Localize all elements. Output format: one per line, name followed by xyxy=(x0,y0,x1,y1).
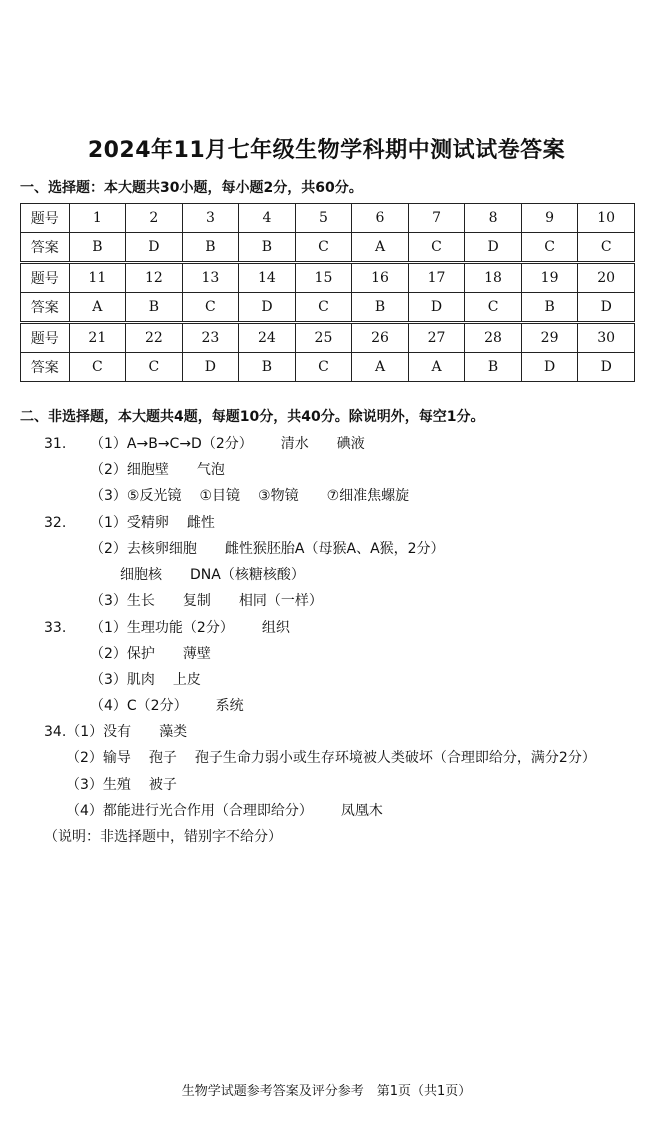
question-number-cell: 7 xyxy=(408,204,465,233)
answer-cell: D xyxy=(126,233,183,263)
answer-cell: D xyxy=(182,353,239,382)
q32-answer-7: （3）生长 xyxy=(90,593,155,609)
answer-table xyxy=(20,203,635,382)
q32-answer-8: 复制 xyxy=(182,593,211,609)
table-number-row xyxy=(21,204,635,233)
q31-line-2 xyxy=(90,459,225,479)
q34-answer-3: （2）输导 xyxy=(66,750,131,766)
table-answer-row xyxy=(21,233,635,263)
question-number-cell: 27 xyxy=(408,323,465,353)
q31-answer-1: （1）A→B→C→D（2分） xyxy=(90,436,253,452)
question-number-cell: 14 xyxy=(239,263,296,293)
q34-line-3 xyxy=(66,774,177,794)
q32-line-3 xyxy=(120,564,305,584)
q31-line-3 xyxy=(90,485,409,505)
q34-line-2 xyxy=(66,747,596,767)
question-number-cell: 29 xyxy=(521,323,578,353)
q32-line-2 xyxy=(90,538,445,558)
answer-cell: C xyxy=(295,293,352,323)
question-number-cell: 1 xyxy=(69,204,126,233)
answer-cell: A xyxy=(352,353,409,382)
q33-line-4 xyxy=(90,695,244,715)
question-number-cell: 13 xyxy=(182,263,239,293)
q33-answer-8: 系统 xyxy=(215,698,244,714)
q33-answer-1: （1）生理功能（2分） xyxy=(90,620,234,636)
answer-cell: C xyxy=(69,353,126,382)
question-number-cell: 5 xyxy=(295,204,352,233)
q33-answer-2: 组织 xyxy=(261,620,290,636)
question-number-cell: 26 xyxy=(352,323,409,353)
question-number-cell: 9 xyxy=(521,204,578,233)
question-number-cell: 20 xyxy=(578,263,635,293)
q32-answer-1: （1）受精卵 xyxy=(90,515,169,531)
table-number-row xyxy=(21,323,635,353)
q34-line-4 xyxy=(66,800,383,820)
q33-answer-6: 上皮 xyxy=(172,672,201,688)
question-number-cell: 21 xyxy=(69,323,126,353)
question-number-cell: 3 xyxy=(182,204,239,233)
q31-answer-5: 气泡 xyxy=(196,462,225,478)
table-row-label: 答案 xyxy=(21,233,70,263)
answer-cell: A xyxy=(69,293,126,323)
q34-answer-1: （1）没有 xyxy=(66,724,132,740)
table-answer-row xyxy=(21,353,635,382)
answer-cell: C xyxy=(295,353,352,382)
q34-answer-5: 孢子生命力弱小或生存环境被人类破坏（合理即给分，满分2分） xyxy=(194,750,596,766)
answer-cell: B xyxy=(521,293,578,323)
question-number-cell: 24 xyxy=(239,323,296,353)
q32-answer-5: 细胞核 xyxy=(120,567,162,583)
question-number-cell: 2 xyxy=(126,204,183,233)
table-row-label: 答案 xyxy=(21,353,70,382)
answer-cell: C xyxy=(126,353,183,382)
answer-cell: C xyxy=(578,233,635,263)
table-answer-row xyxy=(21,293,635,323)
answer-cell: D xyxy=(465,233,522,263)
q32-number: 32. xyxy=(44,515,67,531)
section-1-heading: 一、选择题：本大题共30小题，每小题2分，共60分。 xyxy=(20,180,363,196)
question-number-cell: 11 xyxy=(69,263,126,293)
answer-cell: B xyxy=(239,233,296,263)
table-row-label: 题号 xyxy=(21,263,70,293)
q31-answer-9: ⑦细准焦螺旋 xyxy=(326,488,410,504)
question-number-cell: 8 xyxy=(465,204,522,233)
q31-line-1 xyxy=(44,433,365,453)
answer-cell: C xyxy=(295,233,352,263)
question-number-cell: 30 xyxy=(578,323,635,353)
q33-line-2 xyxy=(90,643,211,663)
q34-answer-7: 被子 xyxy=(148,777,177,793)
answer-cell: D xyxy=(578,353,635,382)
q34-line-1 xyxy=(44,721,187,741)
question-number-cell: 18 xyxy=(465,263,522,293)
answer-cell: B xyxy=(182,233,239,263)
q33-answer-7: （4）C（2分） xyxy=(90,698,188,714)
q34-answer-8: （4）都能进行光合作用（合理即给分） xyxy=(66,803,313,819)
q33-line-3 xyxy=(90,669,201,689)
q33-answer-4: 薄壁 xyxy=(182,646,211,662)
question-number-cell: 17 xyxy=(408,263,465,293)
table-row-label: 答案 xyxy=(21,293,70,323)
answer-cell: C xyxy=(465,293,522,323)
page-footer: 生物学试题参考答案及评分参考 第1页（共1页） xyxy=(181,1084,472,1099)
table-row-label: 题号 xyxy=(21,204,70,233)
answer-cell: B xyxy=(465,353,522,382)
q32-answer-6: DNA（核糖核酸） xyxy=(190,567,305,583)
answer-cell: D xyxy=(408,293,465,323)
answer-cell: B xyxy=(352,293,409,323)
q32-answer-2: 雌性 xyxy=(186,515,215,531)
question-number-cell: 22 xyxy=(126,323,183,353)
q32-answer-3: （2）去核卵细胞 xyxy=(90,541,197,557)
q31-number: 31. xyxy=(44,436,67,452)
q33-answer-5: （3）肌肉 xyxy=(90,672,155,688)
q34-answer-9: 凤凰木 xyxy=(340,803,383,819)
q33-number: 33. xyxy=(44,620,67,636)
note: （说明：非选择题中，错别字不给分） xyxy=(44,829,282,845)
answer-cell: B xyxy=(126,293,183,323)
q34-number: 34. xyxy=(44,724,67,740)
table-number-row xyxy=(21,263,635,293)
q33-answer-3: （2）保护 xyxy=(90,646,155,662)
table-row-label: 题号 xyxy=(21,323,70,353)
q31-answer-8: ③物镜 xyxy=(258,488,299,504)
answer-cell: B xyxy=(69,233,126,263)
q31-answer-4: （2）细胞壁 xyxy=(90,462,169,478)
q33-line-1 xyxy=(44,617,290,637)
q32-line-1 xyxy=(44,512,215,532)
page-title: 2024年11月七年级生物学科期中测试试卷答案 xyxy=(87,138,566,163)
answer-cell: C xyxy=(182,293,239,323)
question-number-cell: 25 xyxy=(295,323,352,353)
q32-line-4 xyxy=(90,590,323,610)
q31-answer-7: ①目镜 xyxy=(199,488,241,504)
answer-cell: A xyxy=(352,233,409,263)
question-number-cell: 15 xyxy=(295,263,352,293)
answer-cell: B xyxy=(239,353,296,382)
answer-cell: D xyxy=(521,353,578,382)
question-number-cell: 23 xyxy=(182,323,239,353)
q34-answer-6: （3）生殖 xyxy=(66,777,131,793)
q32-answer-4: 雌性猴胚胎A（母猴A、A猴，2分） xyxy=(224,541,445,557)
q32-answer-9: 相同（一样） xyxy=(238,593,323,609)
question-number-cell: 16 xyxy=(352,263,409,293)
question-number-cell: 28 xyxy=(465,323,522,353)
question-number-cell: 4 xyxy=(239,204,296,233)
question-number-cell: 6 xyxy=(352,204,409,233)
q34-answer-4: 孢子 xyxy=(148,750,177,766)
answer-cell: A xyxy=(408,353,465,382)
q31-answer-2: 清水 xyxy=(280,436,309,452)
question-number-cell: 19 xyxy=(521,263,578,293)
section-2-heading: 二、非选择题，本大题共4题，每题10分，共40分。除说明外，每空1分。 xyxy=(20,409,485,425)
q31-answer-3: 碘液 xyxy=(336,436,365,452)
q34-answer-2: 藻类 xyxy=(159,724,188,740)
answer-cell: C xyxy=(408,233,465,263)
answer-cell: C xyxy=(521,233,578,263)
answer-cell: D xyxy=(239,293,296,323)
q31-answer-6: （3）⑤反光镜 xyxy=(90,488,182,504)
question-number-cell: 10 xyxy=(578,204,635,233)
question-number-cell: 12 xyxy=(126,263,183,293)
answer-cell: D xyxy=(578,293,635,323)
